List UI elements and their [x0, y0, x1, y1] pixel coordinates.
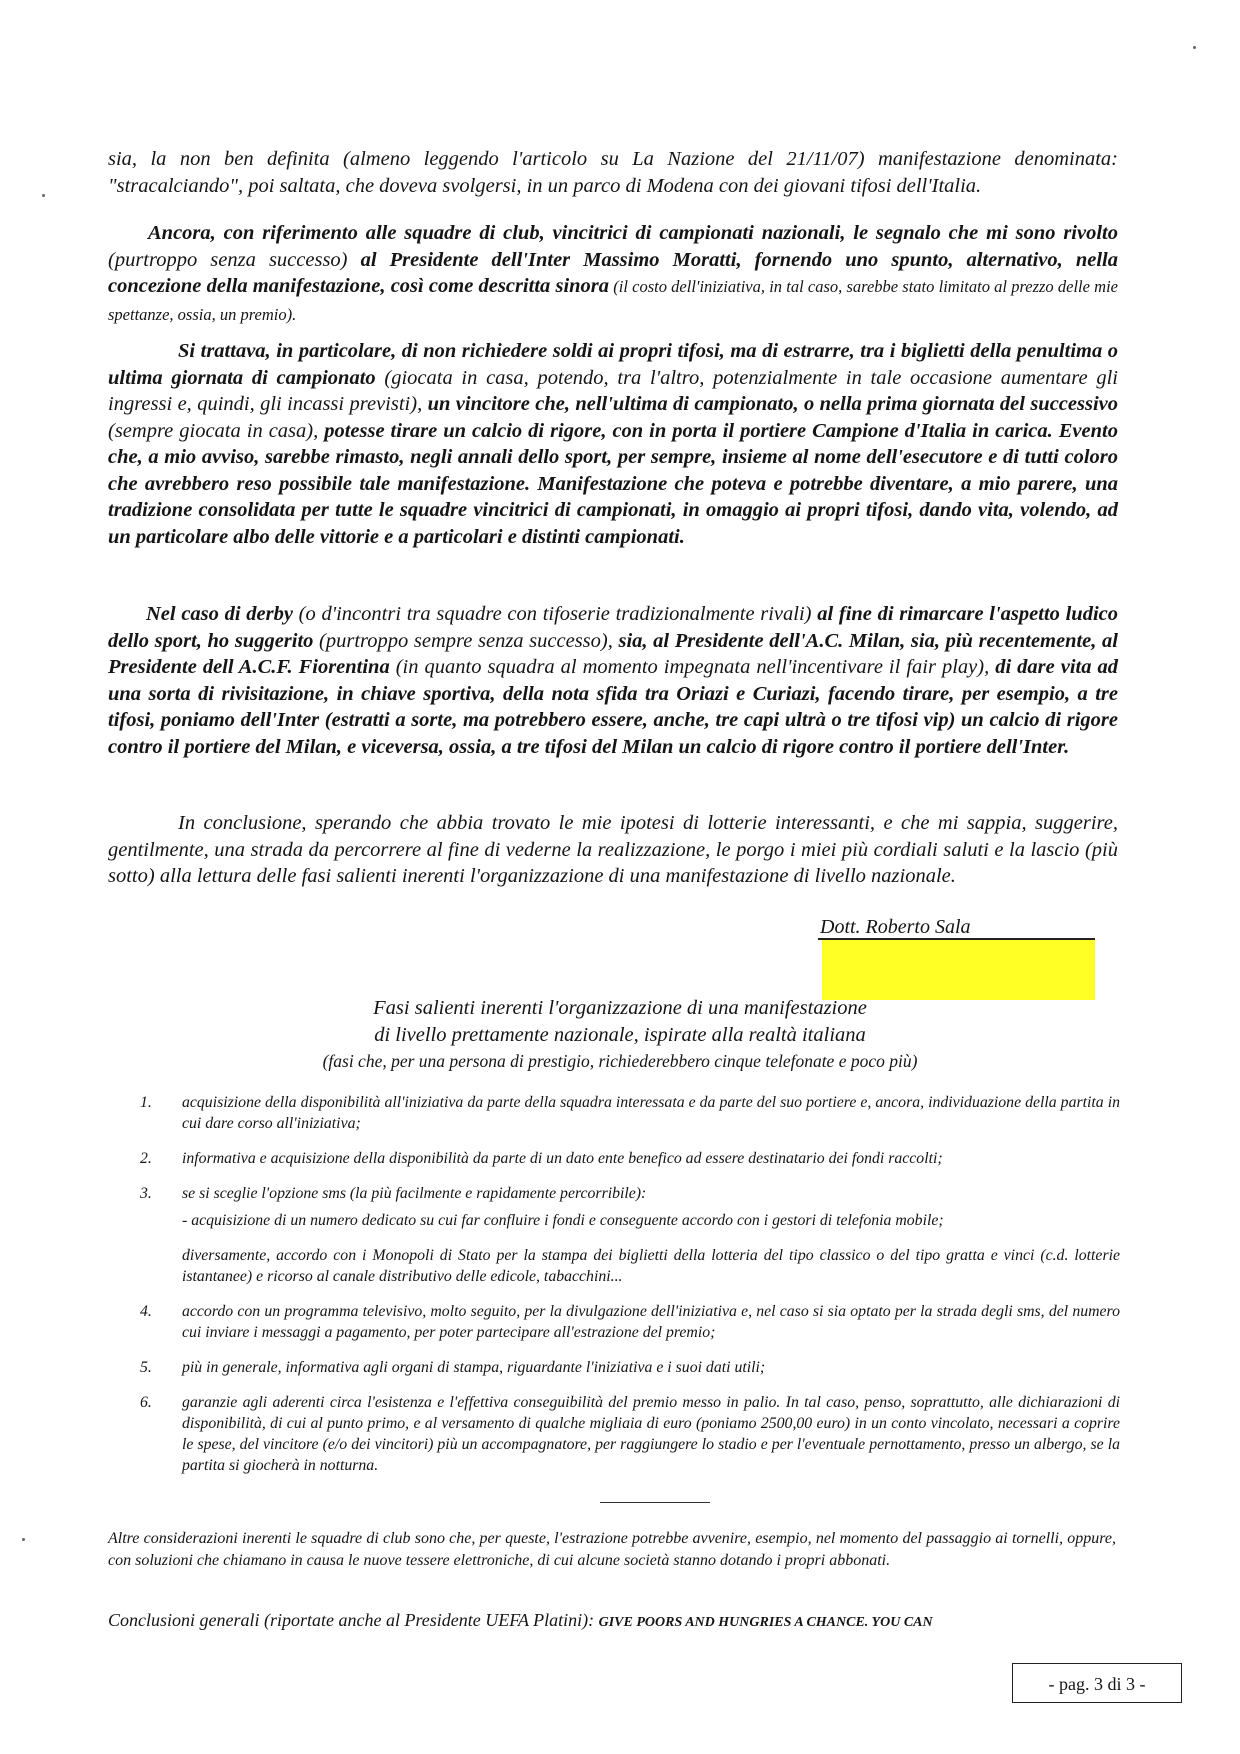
list-item — [140, 1392, 1120, 1476]
list-item-text: informativa e acquisizione della disponibilità da parte di un dato ente benefico ad essere destinatario dei fondi raccolti; — [182, 1150, 943, 1167]
conclusion-caps: GIVE POORS AND HUNGRIES A CHANCE. YOU CAN — [598, 1615, 933, 1630]
italic-text: (o d'incontri tra squadre con tifoserie tradizionalmente rivali) — [292, 603, 818, 625]
paragraph-derby — [108, 601, 1118, 760]
list-item-text: accordo con un programma televisivo, molto seguito, per la divulgazione dell'iniziativa e, nel caso si sia optato per la strada degli sms, del numero cui inviare i messaggi a pagamento, per poter partecipare all'estrazione del premio; — [182, 1303, 1120, 1341]
bold-text: sia, al Presidente dell'A.C. Milan, sia, più recentemente, al Presidente dell A.C.F. Fiorentina — [108, 629, 1118, 678]
section-heading-note: (fasi che, per una persona di prestigio, richiederebbero cinque telefonate e poco più) — [322, 1051, 918, 1071]
paragraph-intro — [108, 146, 1118, 199]
list-number: 1. — [140, 1094, 152, 1111]
paragraph-text: In conclusione, sperando che abbia trovato le mie ipotesi di lotterie interessanti, e che mi sappia, suggerire, gentilmente, una strada da percorrere al fine di vederne la realizzazione, le porgo i miei più cordiali saluti e la lascio (più sotto) alla lettura delle fasi salienti inerenti l'organizzazione di una manifestazione di livello nazionale. — [108, 812, 1118, 887]
list-number: 5. — [140, 1359, 152, 1376]
paragraph-text: sia, la non ben definita (almeno leggendo l'articolo su La Nazione del 21/11/07) manifestazione denominata: "stracalciando", poi saltata, che doveva svolgersi, in un parco di Modena con dei giovani tifosi dell'Italia. — [108, 148, 1118, 197]
section-heading-line1: Fasi salienti inerenti l'organizzazione di una manifestazione — [373, 997, 867, 1019]
italic-text: (purtroppo senza successo) — [108, 248, 361, 271]
bold-text: di dare vita ad una sorta di rivisitazione, in chiave sportiva, della nota sfida tra Oriazi e Curiazi, facendo tirare, per esempio, a tre tifosi, poniamo dell'Inter (estratti a sorte, ma potrebbero essere, anche, tre capi ultrà o tre tifosi vip) un calcio di rigore contro il portiere del Milan, e viceversa, ossia, a tre tifosi del Milan un calcio di rigore contro il portiere dell'Inter. — [108, 656, 1119, 758]
scan-speck — [1193, 46, 1196, 49]
bold-text: Ancora, con riferimento alle squadre di club, vincitrici di campionati nazionali, le segnalo che mi sono rivolto — [148, 222, 1118, 244]
italic-text: (in quanto squadra al momento impegnata nell'incentivare il fair play), — [389, 656, 996, 678]
paragraph-proposal — [108, 338, 1118, 550]
phases-list — [140, 1092, 1120, 1490]
list-subitem-text: - acquisizione di un numero dedicato su cui far confluire i fondi e conseguente accordo con i gestori di telefonia mobile; — [182, 1212, 944, 1229]
list-item-text: acquisizione della disponibilità all'iniziativa da parte della squadra interessata e da parte del suo portiere e, ancora, individuazione della partita in cui dare corso all'iniziativa; — [182, 1094, 1120, 1132]
section-divider — [600, 1502, 710, 1503]
list-number: 3. — [140, 1185, 152, 1202]
scan-speck — [22, 1538, 25, 1541]
bold-text: potesse tirare un calcio di rigore, con in porta il portiere Campione d'Italia in carica. Evento che, a mio avviso, sarebbe rimasto, negli annali dello sport, per sempre, insieme al nome dell'esecutore e di tutti coloro che avrebbero reso possibile tale manifestazione. Manifestazione che poteva e potrebbe diventare, a mio parere, una tradizione consolidata per tutte le squadre vincitrici di campionati, in omaggio ai propri tifosi, dando vita, volendo, ad un particolare albo delle vittorie e a particolari e distinti campionati. — [108, 419, 1118, 548]
list-number: 4. — [140, 1303, 152, 1320]
list-number: 6. — [140, 1394, 152, 1411]
bold-text: Nel caso di derby — [146, 603, 293, 625]
footer-paragraph: Altre considerazioni inerenti le squadre di club sono che, per queste, l'estrazione potrebbe avvenire, esempio, nel momento del passaggio ai tornelli, oppure, con soluzioni che chiamano in causa le nuove tessere elettroniche, di cui alcune società stanno dotando i propri abbonati. — [108, 1530, 1116, 1569]
scan-speck — [42, 194, 45, 197]
general-conclusion — [108, 1608, 1118, 1635]
list-item-text: garanzie agli aderenti circa l'esistenza e l'effettiva conseguibilità del premio messo in palio. In tal caso, penso, soprattutto, alle dichiarazioni di disponibilità, di cui al punto primo, e al versamento di qualche migliaia di euro (poniamo 2500,00 euro) in un conto vincolato, necessari a coprire le spese, del vincitore (e/o dei vincitori) più un accompagnatore, per raggiungere lo stadio e per l'eventuale pernottamento, presso un albergo, se la partita si giocherà in notturna. — [182, 1394, 1120, 1474]
list-number: 2. — [140, 1150, 152, 1167]
paragraph-conclusion — [108, 810, 1118, 890]
list-item — [140, 1357, 1120, 1378]
list-item-text: se si sceglie l'opzione sms (la più facilmente e rapidamente percorribile): — [182, 1185, 647, 1202]
bold-text: Si trattava, in particolare, di non richiedere soldi ai propri tifosi, ma di estrarre, tra i biglietti della penultima o ultima giornata di campionato — [108, 340, 1118, 389]
conclusion-lead: Conclusioni generali (riportate anche al Presidente UEFA Platini): — [108, 1610, 599, 1630]
section-heading-line2: di livello prettamente nazionale, ispirate alla realtà italiana — [374, 1024, 866, 1046]
signature-name: Dott. Roberto Sala — [820, 916, 971, 938]
signature-line — [818, 938, 1095, 940]
italic-text: (giocata in casa, potendo, tra l'altro, potenzialmente in tale occasione aumentare gli ingressi e, quindi, gli incassi previsti), — [108, 366, 1118, 415]
list-item — [140, 1301, 1120, 1343]
small-italic-text: (il costo dell'iniziativa, in tal caso, sarebbe stato limitato al prezzo delle mie spettanze, ossia, un premio). — [108, 277, 1118, 324]
list-item — [140, 1183, 1120, 1287]
bold-text: al Presidente dell'Inter Massimo Moratti, fornendo uno spunto, alternativo, nella concezione della manifestazione, così come descritta sinora — [108, 248, 1119, 297]
page-number-box: - pag. 3 di 3 - — [1012, 1663, 1182, 1703]
italic-text: (purtroppo sempre senza successo), — [313, 629, 619, 652]
list-item-text: più in generale, informativa agli organi di stampa, riguardante l'iniziativa e i suoi dati utili; — [182, 1359, 766, 1376]
list-item — [140, 1092, 1120, 1134]
yellow-redaction-highlight — [822, 940, 1095, 1000]
list-item — [140, 1148, 1120, 1169]
italic-text: (sempre giocata in casa), — [108, 419, 325, 442]
list-continuation-text: diversamente, accordo con i Monopoli di Stato per la stampa dei biglietti della lotteria del tipo classico o del tipo gratta e vinci (c.d. lotterie istantanee) e ricorso al canale distributivo delle edicole, tabacchini... — [182, 1247, 1120, 1285]
paragraph-club-teams — [108, 220, 1118, 328]
bold-text: un vincitore che, nell'ultima di campionato, o nella prima giornata del successivo — [427, 393, 1118, 415]
bold-text: al fine di rimarcare l'aspetto ludico dello sport, ho suggerito — [108, 603, 1118, 652]
